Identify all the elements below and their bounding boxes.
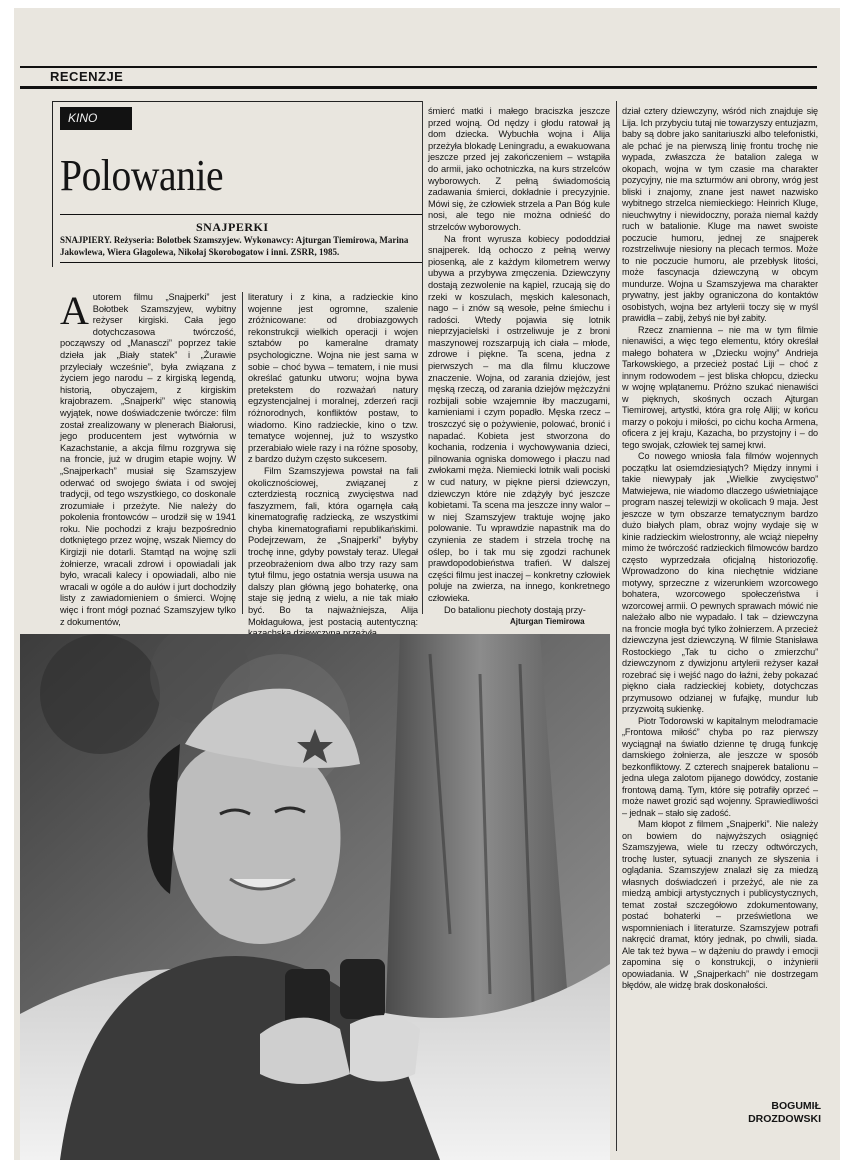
column-3-paragraph-2: Na front wyrusza kobiecy pododdział snajperek. Idą ochoczo z pełną werwy piosenką, ale z każdym kilometrem werwy ubywa a przybywa zmęczenia. Dziewczyny dostają zezwolenie na kąpiel, rzucają się do rzeki w koszulach, męskich kalesonach, nago – i znów są wesołe, pełne śmiechu i radości. Wtedy pojawia się lotnik nieprzyjacielski i ostrzeliwuje je z broni maszynowej rozszarpują ich ciała – młode, zdrowe i piękne. Ta scena, jedna z pierwszych – ma dla filmu kluczowe znaczenie. Wojna, od zarania dziejów, jest męską rzeczą, od zarania dziejów mężczyźni rozbijali sobie wzajemnie łby maczugami, kamieniami i czym popadło. Męska rzecz – troszczyć się o pożywienie, polować, bronić i napadać. Kobieta jest stworzona do kochania, rodzenia i wychowywania dzieci, pilnowania ogniska domowego i płaczu nad zwłokami męża. Niemiecki lotnik wali pociski w cud natury, w piękne piersi dziewczyn, dziewczyn które nie zdążyły być jeszcze kobietami. Ta scena ma jeszcze inny walor – w niej Szamszyjew traktuje wojnę jako polowanie. Tu wprawdzie napastnik ma do czynienia ze stadem i strzela trochę na oślep, bo i tak mu się zgodzi rachunek prawdopodobieństwa trafień. W dalszej części filmu jest inaczej – konkretny człowiek poluje na zwierza, na innego, konkretnego człowieka. [428,233,610,603]
author-first-name: BOGUMIŁ [771,1100,821,1112]
column-4-paragraph-5: Mam kłopot z filmem „Snajperki”. Nie należy on bowiem do najwyższych osiągnięć Szamszyjewa, wiele tu rzeczy odtwórczych, trochę luster, sytuacji znanych ze słyszenia i oglądania. Szamszyjew znalazł się za miedzą własnych doświadczeń i przeżyć, ale nie za miedzą ambicji artystycznych i publicystycznych, temat został szczegółowo zdokumentowany, postać bohaterki – prześwietlona we wspomnieniach i literaturze. Szamszyjew potrafi nakręcić dramat, który jednak, po chwili, siada. Ale tak też bywa – w dążeniu do prawdy i emocji zapomina się o konstrukcji, o inżynierii opowiadania. W „Snajperkach” nie dostrzegam błędów, ale widzę brak doskonałości. [622,819,818,990]
film-still-photo [20,634,610,1160]
credits-rule [60,262,422,263]
column-4-paragraph-3: Co nowego wniosła fala filmów wojennych początku lat osiemdziesiątych? Między innymi i takie niewypały jak „Wielkie zwycięstwo” Matwiejewa, nie wiadomo dlaczego uświetniające program naszej telewizji w okolicach 9 maja. Jest jeszcze w tym obszarze tematycznym bardzo dużo białych plam, obraz wojny wydaje się w kinie radzieckim wielostronny, ale wciąż niepełny mimo że twórczość radzieckich filmowców bardzo często wyprzedzała oficjalną historiozofię. Wprowadzono do kina niechętnie widziane motywy, sprzeczne z wizerunkiem wzorcowego bohatera, wzorcowego społeczeństwa i wzorcowej armii. O pewnych sprawach mówić nie należało albo nie wypadało. I tak – dziewczyna na froncie mogła być tylko żołnierzem. A przecież dziewczyna jest dziewczyną. W filmie Stanisława Rostockiego „Tak tu cicho o zmierzchu” dziewczynom z dywizjonu artylerii reżyser kazał rozebrać się i wejść nago do łaźni, żeby pokazać piękno ciała radzieckiej kobiety, dotychczas przymusowo odzianej w fufajkę, mundur lub przyzwoitą sukienkę. [622,451,818,714]
column-divider-1 [242,292,243,614]
headline-rule [60,214,422,215]
film-credits: SNAJPIERY. Reżyseria: Bolotbek Szamszyjew. Wykonawcy: Ajturgan Tiemirowa, Marina Jakowlewa, Wiera Głagolewa, Nikołaj Skorobogatow i inni. ZSRR, 1985. [60,235,409,257]
section-rule-top [20,66,817,68]
section-rule-bottom [20,86,817,89]
author-signature [715,1100,821,1126]
column-2 [248,292,418,640]
column-3-paragraph-1: śmierć matki i małego braciszka jeszcze przed wojną. Od nędzy i głodu ratował ją dom dziecka. Wybuchła wojna i Alija przeżyła blokadę Leningradu, a ewakuowana jeszcze przed jej zakończeniem – wstąpiła do armii, jako ochotniczka, na kurs strzelców wyborowych. Z pełną świadomością zadawania śmierci, dokładnie i precyzyjnie. Mówi się, że człowiek strzela a Pan Bóg kule nosi, ale tego nie można odnieść do strzelców wyborowych. [428,106,610,232]
column-divider-2 [422,101,423,614]
column-divider-3 [616,101,617,1151]
drop-cap: A [60,288,89,333]
photo-soldier-with-binoculars [20,634,610,1160]
kino-badge: KINO [60,107,132,130]
column-4-paragraph-2: Rzecz znamienna – nie ma w tym filmie nienawiści, a więc tego elementu, który określał małego bohatera w „Dziecku wojny” Andrieja Tarkowskiego, a przecież postać Liji – choć z innym rodowodem – jest bliska chłopcu, dziecku w wojnę wplątanemu. Próżno szukać nienawiści w pięknych, skośnych oczach Ajturgan Tiemirowej, artystki, która gra rolę Aliji; w końcu marzy o pokoju i miłości, po cichu kocha Armena, oficera z jej kraju, Kazacha, bo przystojny i – do tego swojak, człowiek tej samej krwi. [622,324,818,450]
column-1 [60,288,236,628]
column-2-paragraph-1: literatury i z kina, a radzieckie kino wojenne jest ogromne, szalenie zróżnicowane: od drobiazgowych rekonstrukcji wielkich operacji i wojen sztabów po kameralne dramaty psychologiczne. Wojna nie jest sama w sobie – choć bywa – tematem, i nie musi określać gatunku utworu; wojna bywa pretekstem do rozważań natury egzystencjalnej i moralnej, zderzeń racji różnorodnych, konfliktów postaw, to wiadomo. Kino radzieckie, kino o tzw. tematyce wojennej, już to wszystko przerabiało wiele razy i na różne sposoby, z bardzo dużym często sukcesem. [248,292,418,465]
column-4 [622,106,818,992]
section-label: RECENZJE [50,69,124,84]
column-4-paragraph-4: Piotr Todorowski w kapitalnym melodramacie „Frontowa miłość” chyba po raz pierwszy wyciągnął na światło dzienne tę drugą funkcję damskiego żołnierza, ale jeszcze w sposób bezkonfliktowy. Z czterech snajperek batalionu – jedna ulega zalotom pijanego dowódcy, zostanie frontową damą. Tym, które się potrafiły oprzeć – może nawet grozić sąd wojenny. Sprawiedliwości – jednak – stało się zadość. [622,715,818,818]
photo-caption: Ajturgan Tiemirowa [510,617,585,626]
column-1-paragraph: utorem filmu „Snajperki” jest Bołotbek Szamszyjew, wybitny reżyser kirgiski. Cała jego dotychczasowa twórczość, począwszy od „Manasczi” poprzez takie dzieła jak „Biały statek” i „Żurawie przyleciały wcześnie”, była związana z życiem jego narodu – z kirgiską legendą, historią, obyczajem, z kirgiskim krajobrazem. „Snajperki” więc stanowią wyjątek, nowe doświadczenie twórcze: film został zrealizowany w plenerach Białorusi, jego producentem jest wytwórnia w Kazachstanie, a akcja filmu rozgrywa się na froncie, już w drugim etapie wojny. W „Snajperkach” musiał się Szamszyjew oderwać od swojego świata i od swojej tradycji, od tego wszystkiego, co doskonale zrozumiałe i przeżyte. Nie należy do pokolenia frontowców – urodził się w 1941 roku. Nie pochodzi z kraju bezpośrednio dotkniętego przez wojnę, wszak Niemcy do Kirgizji nie dotarli. Stamtąd na wojnę szli żołnierze, wracali zdrowi i opowiadali jak było, wracali kalecy i opowiadali, albo nie wracali w ogóle a do aułów i jurt dochodziły listy z zawiadomieniem o śmierci. Wojnę więc i front mógł poznać Szamszyjew tylko z dokumentów, [60,292,236,627]
column-2-paragraph-2: Film Szamszyjewa powstał na fali okolicznościowej, związanej z czterdziestą rocznicą zwycięstwa nad faszyzmem, fali, która ogarnęła całą kinematografię radziecką, ze wszystkimi chyba kinematografiami republikańskimi. Podejrzewam, że „Snajperki” byłyby trochę inne, gdyby powstały teraz. Ulegał przeobrażeniom dwa albo trzy razy sam tytuł filmu, jego ostatnia wersja usuwa na dalszy plan główną jego bohaterkę, ona staje się jedną z wielu, a nie tak miało być. Bo ta najważniejsza, Alija Mołdagułowa, jest postacią autentyczną: [248,465,418,627]
column-4-paragraph-1: dział cztery dziewczyny, wśród nich znajduje się Lija. Ich przybyciu tutaj nie towarzyszy entuzjazm, baby są dobre jako sanitariuszki albo telefonistki, ale pchać je na pierwszą linię frontu trochę nie wypada, zwłaszcza że batalion zalega w okopach, wojna w tym czasie ma charakter pozycyjny, nie ma szturmów ani obrony, wróg jest bliski i znajomy, znane jest nawet nazwisko wybitnego strzelca niemieckiego: Heinrich Kluge, nieuchwytny i niewidoczny, poraża niemal każdy ruch w batalionie. Kluge ma nawet swoiste poczucie humoru, jednej ze snajperek rozstrzeliwuje niesiony na plecach termos. Może to nie poczucie humoru, ale przebłysk litości, może fascynacja dziewczyną w obcym mundurze. Wojna u Szamszyjewa ma charakter prywatny, jest jakby ograniczona do kontaktów osobistych, wojna bez artylerii toczy się w myśl prawidła – zabij, żebyś nie był zabity. [622,106,818,323]
column-3-paragraph-3: Do batalionu piechoty dostają przy- [444,604,586,615]
headline: Polowanie [60,151,224,200]
film-title: SNAJPERKI [196,220,269,234]
author-last-name: DROZDOWSKI [748,1113,821,1125]
column-3 [428,106,610,616]
